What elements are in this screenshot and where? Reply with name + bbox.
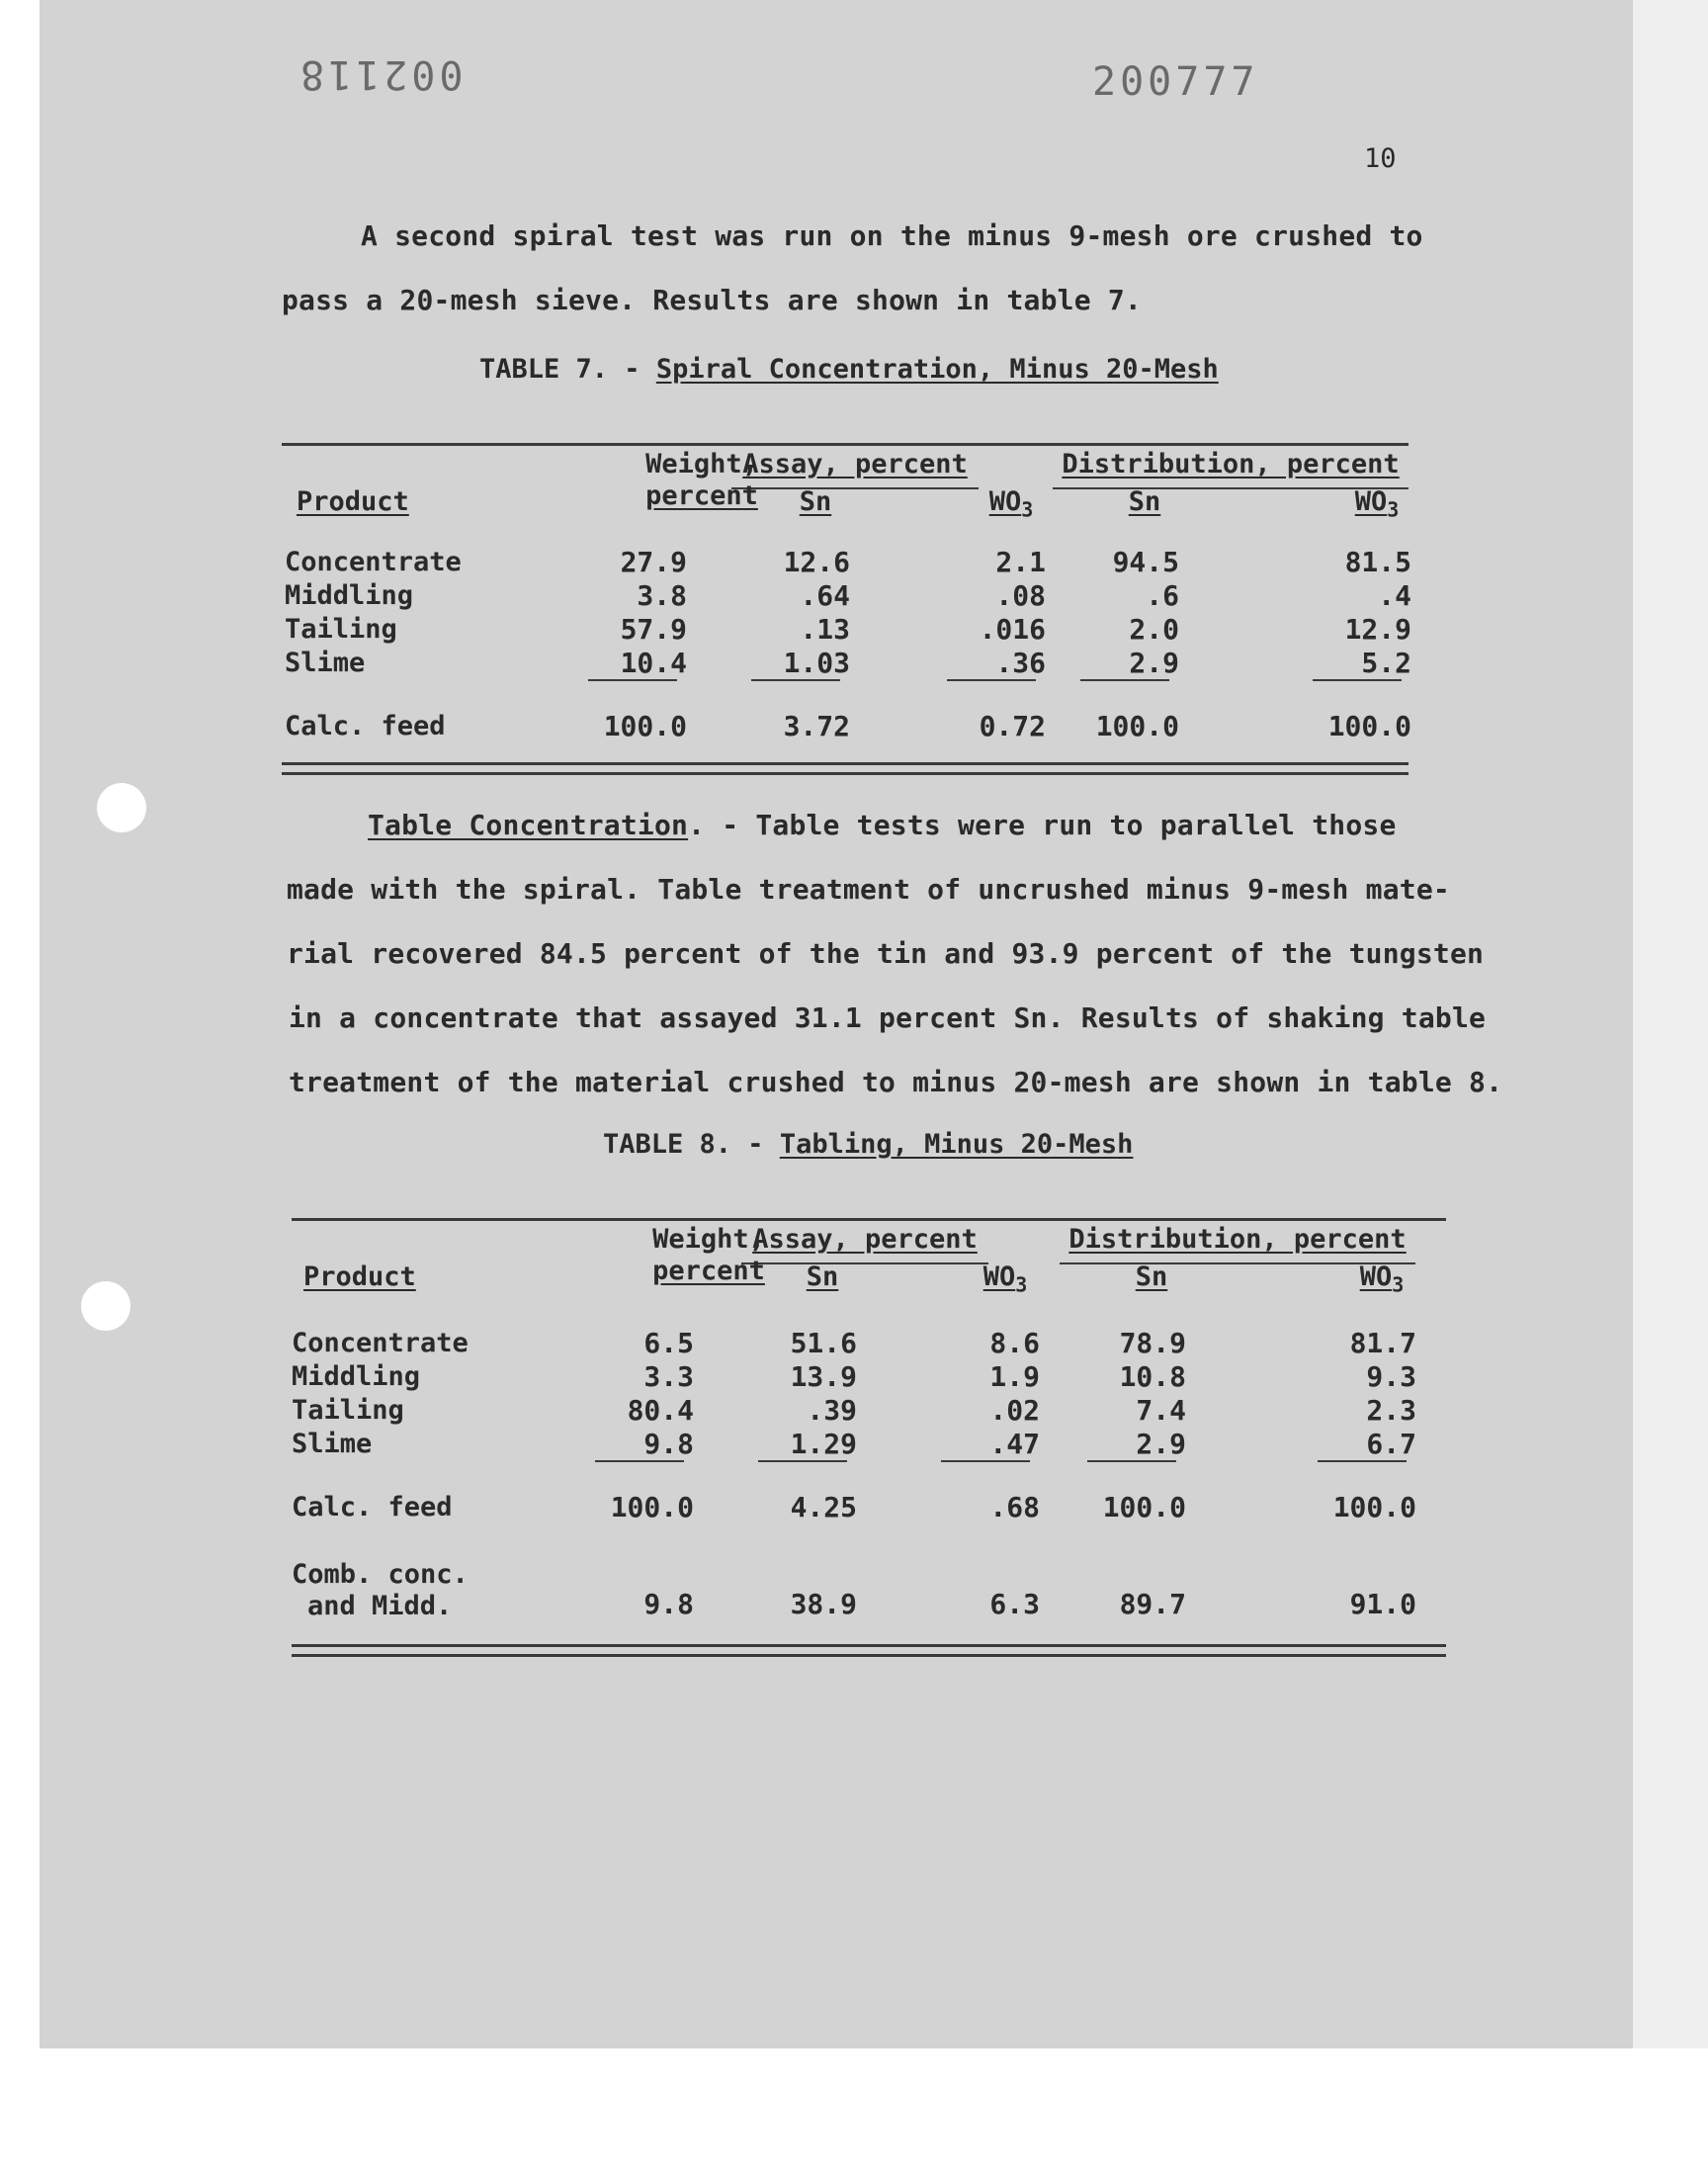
table8-row-product: Concentrate	[292, 1328, 469, 1358]
table7-header-assay-sn: Sn	[799, 486, 832, 517]
body-line-4: in a concentrate that assayed 31.1 percent Sn. Results of shaking table	[289, 1001, 1487, 1034]
table8-row-dist-sn: 7.4	[1136, 1394, 1186, 1427]
table7-row-weight: 10.4	[620, 647, 687, 679]
table7-sum-rule-weight	[588, 679, 677, 681]
table7-header-dist-wo3	[1323, 486, 1431, 522]
table7-row-assay-sn: 1.03	[783, 647, 850, 679]
table8-row-dist-sn: 10.8	[1119, 1360, 1186, 1393]
table8-combined-dist-wo3: 91.0	[1349, 1588, 1416, 1620]
table8-combined-dist-sn: 89.7	[1119, 1588, 1186, 1620]
document-stamp-right: 200777	[1092, 59, 1259, 105]
table7-row-dist-wo3: 12.9	[1344, 613, 1411, 646]
table7-row-assay-wo3: .016	[979, 613, 1046, 646]
section-heading: Table Concentration	[368, 809, 689, 841]
table8-label: TABLE 8. -	[603, 1129, 780, 1160]
table7-header-assay-wo3	[957, 486, 1066, 522]
table7-row-weight: 3.8	[637, 579, 687, 612]
table7-row-product: Slime	[285, 648, 366, 678]
table8-total-assay-wo3: .68	[989, 1491, 1040, 1523]
table8-row-assay-wo3: .02	[989, 1394, 1040, 1427]
table8-sum-rule-dist-wo3	[1318, 1460, 1407, 1462]
table8-header-dist-wo3	[1327, 1262, 1436, 1297]
table7-sum-rule-dist-wo3	[1313, 679, 1402, 681]
table8-header-assay-wo3-text: WO	[982, 1262, 1016, 1292]
table7-header-weight-2: percent	[645, 480, 758, 511]
table7-row-assay-sn: 12.6	[783, 546, 850, 578]
table8-sum-rule-assay-wo3	[941, 1460, 1030, 1462]
table8-header-weight-1: Weight,	[652, 1224, 765, 1255]
table8-bottom-rule-1	[292, 1644, 1446, 1647]
table7-row-dist-wo3: 5.2	[1361, 647, 1411, 679]
table7-row-dist-sn: .6	[1146, 579, 1179, 612]
table8-caption	[603, 1129, 1133, 1160]
table8-sum-rule-dist-sn	[1087, 1460, 1176, 1462]
table8-row-product: Slime	[292, 1429, 373, 1459]
table7-header-product: Product	[297, 486, 409, 517]
table7-title: Spiral Concentration, Minus 20-Mesh	[655, 354, 1219, 385]
table8-header-assay-sn: Sn	[806, 1262, 839, 1292]
table7-header-dist-sn: Sn	[1128, 486, 1161, 517]
table7-sum-rule-dist-sn	[1080, 679, 1169, 681]
table7-caption	[479, 354, 1219, 385]
table7-label: TABLE 7. -	[479, 354, 656, 385]
table8-row-assay-wo3: 8.6	[989, 1327, 1040, 1359]
table8-row-assay-sn: 51.6	[790, 1327, 857, 1359]
table8-total-dist-wo3: 100.0	[1332, 1491, 1416, 1523]
table7-row-assay-wo3: 2.1	[995, 546, 1046, 578]
table8-sum-rule-weight	[595, 1460, 684, 1462]
body-line-1-rest: . - Table tests were run to parallel those	[688, 809, 1397, 841]
table8-title: Tabling, Minus 20-Mesh	[779, 1129, 1134, 1160]
table8-row-dist-sn: 2.9	[1136, 1428, 1186, 1460]
table7-row-product: Concentrate	[285, 547, 462, 577]
table8-header-weight-2: percent	[652, 1256, 765, 1286]
table8-header-dist-wo3-text: WO	[1359, 1262, 1393, 1292]
table8-combined-weight: 9.8	[643, 1588, 694, 1620]
table8-row-weight: 6.5	[643, 1327, 694, 1359]
table8-header-dist-sn: Sn	[1135, 1262, 1168, 1292]
table7-row-assay-wo3: .08	[995, 579, 1046, 612]
table8-row-assay-sn: 1.29	[790, 1428, 857, 1460]
table7-total-dist-wo3: 100.0	[1327, 710, 1411, 742]
table8-row-dist-sn: 78.9	[1119, 1327, 1186, 1359]
intro-line-2: pass a 20-mesh sieve. Results are shown in table 7.	[282, 284, 1142, 316]
table8-total-weight: 100.0	[610, 1491, 694, 1523]
table8-row-dist-wo3: 9.3	[1366, 1360, 1416, 1393]
table8-row-weight: 9.8	[643, 1428, 694, 1460]
table7-total-assay-sn: 3.72	[783, 710, 850, 742]
table7-row-dist-sn: 94.5	[1112, 546, 1179, 578]
page-margin-bottom	[0, 2048, 1708, 2175]
table7-header-distribution: Distribution, percent	[1062, 449, 1400, 479]
table7-bottom-rule-2	[282, 772, 1409, 775]
table7-sum-rule-assay-wo3	[947, 679, 1036, 681]
punch-hole-top	[97, 783, 146, 832]
table7-total-product: Calc. feed	[285, 711, 446, 741]
table7-top-rule	[282, 443, 1409, 446]
table8-row-weight: 3.3	[643, 1360, 694, 1393]
table7-row-product: Middling	[285, 580, 414, 611]
table8-row-product: Middling	[292, 1361, 421, 1392]
table7-bottom-rule-1	[282, 762, 1409, 765]
table8-bottom-rule-2	[292, 1654, 1446, 1657]
table8-header-product: Product	[303, 1262, 416, 1292]
intro-line-1: A second spiral test was run on the minus 9-mesh ore crushed to	[361, 219, 1423, 252]
table8-row-dist-wo3: 2.3	[1366, 1394, 1416, 1427]
table7-header-dist-wo3-subscript: 3	[1387, 497, 1400, 522]
table8-row-assay-sn: .39	[807, 1394, 857, 1427]
table8-header-assay-wo3-subscript: 3	[1015, 1272, 1028, 1297]
table7-row-dist-sn: 2.0	[1129, 613, 1179, 646]
page-number: 10	[1364, 143, 1397, 174]
table7-row-weight: 57.9	[620, 613, 687, 646]
table7-row-dist-wo3: .4	[1378, 579, 1411, 612]
table8-total-assay-sn: 4.25	[790, 1491, 857, 1523]
table7-header-weight-1: Weight,	[645, 449, 758, 479]
table8-combined-assay-sn: 38.9	[790, 1588, 857, 1620]
table7-row-dist-wo3: 81.5	[1344, 546, 1411, 578]
table8-row-weight: 80.4	[627, 1394, 694, 1427]
body-line-5: treatment of the material crushed to minus 20-mesh are shown in table 8.	[289, 1066, 1503, 1098]
table8-row-product: Tailing	[292, 1395, 404, 1426]
document-stamp-left: 002118	[297, 51, 464, 97]
table7-row-assay-wo3: .36	[995, 647, 1046, 679]
table7-sum-rule-assay-sn	[751, 679, 840, 681]
table8-sum-rule-assay-sn	[758, 1460, 847, 1462]
table7-total-dist-sn: 100.0	[1095, 710, 1179, 742]
table8-row-dist-wo3: 81.7	[1349, 1327, 1416, 1359]
table8-row-dist-wo3: 6.7	[1366, 1428, 1416, 1460]
table7-row-product: Tailing	[285, 614, 397, 645]
table8-row-assay-wo3: .47	[989, 1428, 1040, 1460]
table7-row-weight: 27.9	[620, 546, 687, 578]
table8-total-dist-sn: 100.0	[1102, 1491, 1186, 1523]
table7-header-assay-wo3-subscript: 3	[1021, 497, 1034, 522]
table7-total-assay-wo3: 0.72	[979, 710, 1046, 742]
body-line-3: rial recovered 84.5 percent of the tin and 93.9 percent of the tungsten	[287, 937, 1485, 970]
table8-header-assay-wo3	[951, 1262, 1060, 1297]
table8-combined-product-1: Comb. conc.	[292, 1559, 469, 1590]
table7-row-dist-sn: 2.9	[1129, 647, 1179, 679]
table8-top-rule	[292, 1218, 1446, 1221]
table7-row-assay-sn: .64	[800, 579, 850, 612]
table7-header-assay-wo3-text: WO	[988, 486, 1022, 517]
table8-combined-assay-wo3: 6.3	[989, 1588, 1040, 1620]
table8-header-dist-wo3-subscript: 3	[1392, 1272, 1405, 1297]
table8-total-product: Calc. feed	[292, 1492, 453, 1522]
page-margin-right	[1633, 0, 1708, 2175]
table8-combined-product-2: and Midd.	[307, 1591, 453, 1621]
table8-header-assay: Assay, percent	[752, 1224, 978, 1255]
table7-total-weight: 100.0	[603, 710, 687, 742]
table8-row-assay-wo3: 1.9	[989, 1360, 1040, 1393]
table8-header-distribution: Distribution, percent	[1068, 1224, 1407, 1255]
body-line-2: made with the spiral. Table treatment of uncrushed minus 9-mesh mate-	[287, 873, 1450, 906]
table7-header-assay: Assay, percent	[742, 449, 968, 479]
table7-row-assay-sn: .13	[800, 613, 850, 646]
punch-hole-bottom	[81, 1281, 130, 1331]
body-line-1	[368, 809, 1397, 841]
table8-row-assay-sn: 13.9	[790, 1360, 857, 1393]
table7-header-dist-wo3-text: WO	[1354, 486, 1388, 517]
